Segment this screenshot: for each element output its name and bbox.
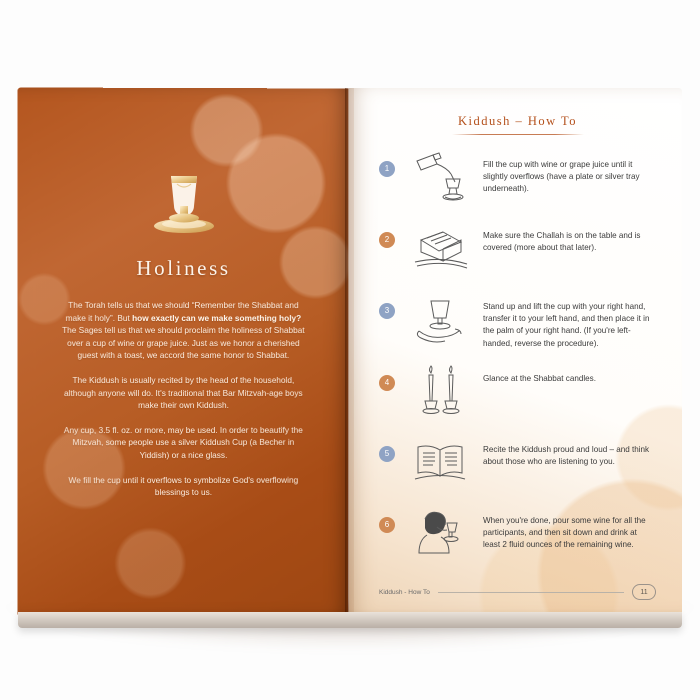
open-book <box>18 88 682 616</box>
list-item <box>379 220 656 278</box>
left-page-paragraph: Any cup, 3.5 fl. oz. or more, may be used. In order to beautify the Mitzvah, some people use a silver Kiddush Cup (a Becher in Yiddish) or a nice glass. <box>63 424 303 460</box>
step-text: When you're done, pour some wine for all the participants, and then sit down and drink at least 2 fluid ounces of the remaining wine. <box>483 515 646 550</box>
open-book-icon <box>403 434 477 492</box>
left-page-paragraph: We fill the cup until it overflows to symbolize God's overflowing blessings to us. <box>68 474 299 498</box>
step-text: Glance at the Shabbat candles. <box>483 373 596 383</box>
left-page-title: Holiness <box>136 255 231 281</box>
left-page-body <box>58 299 309 499</box>
step-number-badge: 5 <box>379 446 395 462</box>
right-page-title: Kiddush – How To <box>457 114 578 128</box>
step-number-badge: 1 <box>379 161 395 177</box>
step-text: Make sure the Challah is on the table and is covered (more about that later). <box>483 231 641 253</box>
step-text: Stand up and lift the cup with your right hand, transfer it to your left hand, and then place it in the palm of your right hand. (If you're left-handed, reverse the procedure). <box>483 302 650 348</box>
step-number-badge: 2 <box>379 232 395 248</box>
book-bottom-edge <box>18 612 682 628</box>
step-text: Recite the Kiddush proud and loud – and think about those who are listening to you. <box>483 444 650 467</box>
page-number: 11 <box>632 584 656 600</box>
right-page <box>349 88 682 616</box>
step-text: Fill the cup with wine or grape juice until it slightly overflows (have a plate or silver tray underneath). <box>483 160 640 194</box>
left-page-paragraph: The Torah tells us that we should “Remember the Shabbat and make it holy”. But how exactly can we make something holy? The Sages tell us that we should proclaim the holiness of Shabbat over a cup of wine or grape juice. Just as we honor a cherished guest with a toast, we accord the same honor to Shabbat. <box>62 299 305 361</box>
left-page-paragraph: The Kiddush is usually recited by the head of the household, although anyone will do. It's traditional that Bar Mitzvah-age boys make their own Kiddush. <box>64 374 303 411</box>
footer-divider <box>438 592 624 593</box>
left-page <box>18 87 349 616</box>
cup-in-hand-icon <box>403 291 477 349</box>
step-number-badge: 3 <box>379 303 395 319</box>
person-drinking-icon <box>403 505 477 563</box>
step-number-badge: 4 <box>379 375 395 391</box>
title-divider <box>452 134 584 135</box>
footer-label: Kiddush - How To <box>379 588 430 596</box>
list-item <box>379 363 656 421</box>
steps-list <box>379 149 656 563</box>
list-item <box>379 149 656 207</box>
kiddush-cup-icon <box>140 156 226 242</box>
list-item <box>379 434 656 492</box>
covered-challah-icon <box>403 220 477 278</box>
list-item <box>379 291 656 350</box>
step-number-badge: 6 <box>379 517 395 533</box>
page-footer <box>379 584 656 600</box>
shabbat-candles-icon <box>403 363 477 421</box>
list-item <box>379 505 656 563</box>
wine-bottle-pouring-icon <box>403 149 477 207</box>
